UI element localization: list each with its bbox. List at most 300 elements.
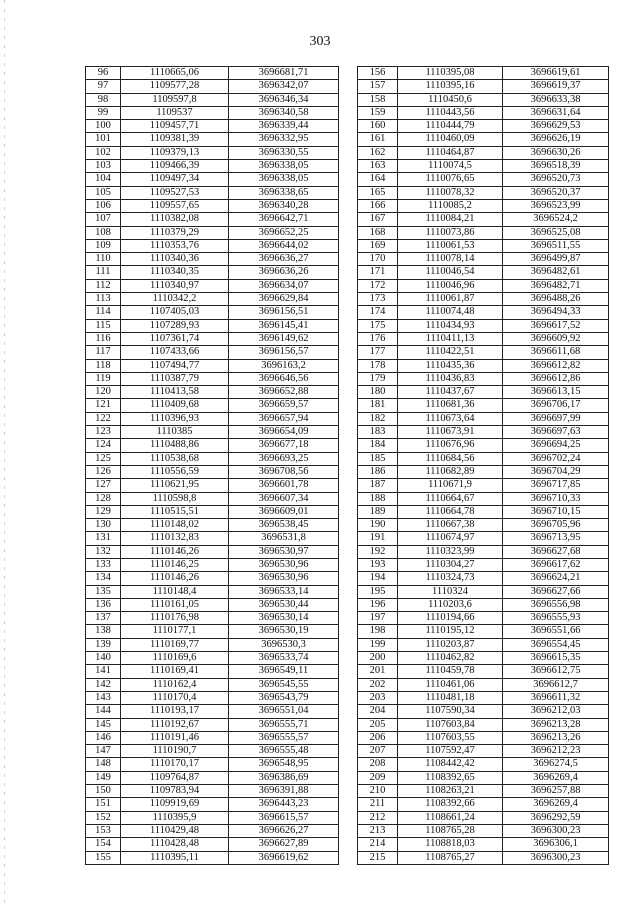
point-number-cell: 112 bbox=[86, 279, 121, 292]
x-coordinate-cell: 1110046,96 bbox=[398, 279, 503, 292]
point-number-cell: 186 bbox=[358, 465, 398, 478]
table-row bbox=[358, 558, 609, 571]
y-coordinate-cell: 3696646,56 bbox=[229, 372, 339, 385]
point-number-cell: 103 bbox=[86, 160, 121, 173]
table-row bbox=[358, 372, 609, 385]
y-coordinate-cell: 3696629,53 bbox=[503, 120, 609, 133]
table-row bbox=[358, 691, 609, 704]
y-coordinate-cell: 3696630,26 bbox=[503, 146, 609, 159]
y-coordinate-cell: 3696530,96 bbox=[229, 572, 339, 585]
point-number-cell: 141 bbox=[86, 665, 121, 678]
point-number-cell: 108 bbox=[86, 226, 121, 239]
point-number-cell: 211 bbox=[358, 798, 398, 811]
y-coordinate-cell: 3696717,85 bbox=[503, 479, 609, 492]
point-number-cell: 146 bbox=[86, 731, 121, 744]
point-number-cell: 209 bbox=[358, 771, 398, 784]
table-row bbox=[358, 532, 609, 545]
x-coordinate-cell: 1110076,65 bbox=[398, 173, 503, 186]
x-coordinate-cell: 1110169,41 bbox=[121, 665, 229, 678]
y-coordinate-cell: 3696554,45 bbox=[503, 638, 609, 651]
y-coordinate-cell: 3696611,68 bbox=[503, 346, 609, 359]
x-coordinate-cell: 1107603,84 bbox=[398, 718, 503, 731]
y-coordinate-cell: 3696654,09 bbox=[229, 426, 339, 439]
x-coordinate-cell: 1108765,27 bbox=[398, 851, 503, 864]
x-coordinate-cell: 1110162,4 bbox=[121, 678, 229, 691]
point-number-cell: 100 bbox=[86, 120, 121, 133]
y-coordinate-cell: 3696524,2 bbox=[503, 213, 609, 226]
y-coordinate-cell: 3696609,01 bbox=[229, 505, 339, 518]
y-coordinate-cell: 3696292,59 bbox=[503, 811, 609, 824]
y-coordinate-cell: 3696212,03 bbox=[503, 705, 609, 718]
y-coordinate-cell: 3696613,15 bbox=[503, 386, 609, 399]
y-coordinate-cell: 3696631,64 bbox=[503, 106, 609, 119]
x-coordinate-cell: 1110515,51 bbox=[121, 505, 229, 518]
table-row bbox=[358, 426, 609, 439]
x-coordinate-cell: 1109764,87 bbox=[121, 771, 229, 784]
table-row bbox=[358, 133, 609, 146]
x-coordinate-cell: 1110170,17 bbox=[121, 758, 229, 771]
x-coordinate-cell: 1110665,06 bbox=[121, 67, 229, 80]
x-coordinate-cell: 1110395,11 bbox=[121, 851, 229, 864]
y-coordinate-cell: 3696145,41 bbox=[229, 319, 339, 332]
point-number-cell: 118 bbox=[86, 359, 121, 372]
y-coordinate-cell: 3696300,23 bbox=[503, 851, 609, 864]
table-row bbox=[86, 346, 339, 359]
point-number-cell: 174 bbox=[358, 306, 398, 319]
x-coordinate-cell: 1110674,97 bbox=[398, 532, 503, 545]
y-coordinate-cell: 3696636,27 bbox=[229, 253, 339, 266]
x-coordinate-cell: 1110684,56 bbox=[398, 452, 503, 465]
x-coordinate-cell: 1110621,95 bbox=[121, 479, 229, 492]
y-coordinate-cell: 3696702,24 bbox=[503, 452, 609, 465]
point-number-cell: 210 bbox=[358, 785, 398, 798]
table-row bbox=[358, 798, 609, 811]
x-coordinate-cell: 1110203,6 bbox=[398, 598, 503, 611]
y-coordinate-cell: 3696530,14 bbox=[229, 612, 339, 625]
point-number-cell: 151 bbox=[86, 798, 121, 811]
point-number-cell: 207 bbox=[358, 745, 398, 758]
x-coordinate-cell: 1110436,83 bbox=[398, 372, 503, 385]
x-coordinate-cell: 1110061,87 bbox=[398, 293, 503, 306]
point-number-cell: 155 bbox=[86, 851, 121, 864]
table-row bbox=[86, 213, 339, 226]
x-coordinate-cell: 1107592,47 bbox=[398, 745, 503, 758]
y-coordinate-cell: 3696338,05 bbox=[229, 160, 339, 173]
table-row bbox=[86, 93, 339, 106]
point-number-cell: 134 bbox=[86, 572, 121, 585]
point-number-cell: 189 bbox=[358, 505, 398, 518]
x-coordinate-cell: 1109466,39 bbox=[121, 160, 229, 173]
x-coordinate-cell: 1110340,35 bbox=[121, 266, 229, 279]
table-row bbox=[358, 505, 609, 518]
table-row bbox=[86, 598, 339, 611]
table-row bbox=[358, 346, 609, 359]
point-number-cell: 195 bbox=[358, 585, 398, 598]
y-coordinate-cell: 3696213,26 bbox=[503, 731, 609, 744]
x-coordinate-cell: 1109783,94 bbox=[121, 785, 229, 798]
table-row bbox=[358, 213, 609, 226]
x-coordinate-cell: 1110304,27 bbox=[398, 558, 503, 571]
table-row bbox=[358, 572, 609, 585]
table-row bbox=[358, 718, 609, 731]
x-coordinate-cell: 1110176,98 bbox=[121, 612, 229, 625]
y-coordinate-cell: 3696549,11 bbox=[229, 665, 339, 678]
y-coordinate-cell: 3696443,23 bbox=[229, 798, 339, 811]
y-coordinate-cell: 3696530,44 bbox=[229, 598, 339, 611]
y-coordinate-cell: 3696704,29 bbox=[503, 465, 609, 478]
x-coordinate-cell: 1110169,77 bbox=[121, 638, 229, 651]
table-row bbox=[86, 572, 339, 585]
coordinates-table-left bbox=[85, 66, 339, 865]
x-coordinate-cell: 1108392,66 bbox=[398, 798, 503, 811]
y-coordinate-cell: 3696533,14 bbox=[229, 585, 339, 598]
table-row bbox=[358, 452, 609, 465]
x-coordinate-cell: 1110413,58 bbox=[121, 386, 229, 399]
x-coordinate-cell: 1110387,79 bbox=[121, 372, 229, 385]
x-coordinate-cell: 1110146,25 bbox=[121, 558, 229, 571]
x-coordinate-cell: 1110193,17 bbox=[121, 705, 229, 718]
x-coordinate-cell: 1109457,71 bbox=[121, 120, 229, 133]
table-row bbox=[358, 678, 609, 691]
y-coordinate-cell: 3696626,27 bbox=[229, 824, 339, 837]
point-number-cell: 123 bbox=[86, 426, 121, 439]
table-row bbox=[358, 253, 609, 266]
point-number-cell: 200 bbox=[358, 652, 398, 665]
table-row bbox=[86, 838, 339, 851]
point-number-cell: 171 bbox=[358, 266, 398, 279]
point-number-cell: 132 bbox=[86, 545, 121, 558]
y-coordinate-cell: 3696551,04 bbox=[229, 705, 339, 718]
x-coordinate-cell: 1110443,56 bbox=[398, 106, 503, 119]
x-coordinate-cell: 1110395,16 bbox=[398, 80, 503, 93]
x-coordinate-cell: 1110598,8 bbox=[121, 492, 229, 505]
table-row bbox=[358, 851, 609, 864]
point-number-cell: 179 bbox=[358, 372, 398, 385]
point-number-cell: 177 bbox=[358, 346, 398, 359]
point-number-cell: 158 bbox=[358, 93, 398, 106]
point-number-cell: 215 bbox=[358, 851, 398, 864]
coordinates-table-right bbox=[357, 66, 609, 865]
table-row bbox=[358, 293, 609, 306]
point-number-cell: 190 bbox=[358, 519, 398, 532]
x-coordinate-cell: 1110161,05 bbox=[121, 598, 229, 611]
x-coordinate-cell: 1110073,86 bbox=[398, 226, 503, 239]
y-coordinate-cell: 3696681,71 bbox=[229, 67, 339, 80]
y-coordinate-cell: 3696551,66 bbox=[503, 625, 609, 638]
x-coordinate-cell: 1110461,06 bbox=[398, 678, 503, 691]
y-coordinate-cell: 3696693,25 bbox=[229, 452, 339, 465]
point-number-cell: 149 bbox=[86, 771, 121, 784]
x-coordinate-cell: 1110146,26 bbox=[121, 572, 229, 585]
point-number-cell: 135 bbox=[86, 585, 121, 598]
x-coordinate-cell: 1110324 bbox=[398, 585, 503, 598]
y-coordinate-cell: 3696330,55 bbox=[229, 146, 339, 159]
point-number-cell: 142 bbox=[86, 678, 121, 691]
point-number-cell: 101 bbox=[86, 133, 121, 146]
x-coordinate-cell: 1110444,79 bbox=[398, 120, 503, 133]
x-coordinate-cell: 1110046,54 bbox=[398, 266, 503, 279]
point-number-cell: 126 bbox=[86, 465, 121, 478]
x-coordinate-cell: 1110667,38 bbox=[398, 519, 503, 532]
x-coordinate-cell: 1110074,48 bbox=[398, 306, 503, 319]
table-row bbox=[86, 399, 339, 412]
y-coordinate-cell: 3696708,56 bbox=[229, 465, 339, 478]
x-coordinate-cell: 1109381,39 bbox=[121, 133, 229, 146]
table-row bbox=[86, 173, 339, 186]
y-coordinate-cell: 3696609,92 bbox=[503, 332, 609, 345]
table-row bbox=[358, 359, 609, 372]
x-coordinate-cell: 1109577,28 bbox=[121, 80, 229, 93]
y-coordinate-cell: 3696269,4 bbox=[503, 771, 609, 784]
point-number-cell: 150 bbox=[86, 785, 121, 798]
x-coordinate-cell: 1110078,32 bbox=[398, 186, 503, 199]
y-coordinate-cell: 3696533,74 bbox=[229, 652, 339, 665]
table-row bbox=[86, 625, 339, 638]
table-row bbox=[86, 439, 339, 452]
point-number-cell: 163 bbox=[358, 160, 398, 173]
table-row bbox=[86, 293, 339, 306]
table-row bbox=[86, 585, 339, 598]
table-row bbox=[358, 226, 609, 239]
point-number-cell: 165 bbox=[358, 186, 398, 199]
point-number-cell: 121 bbox=[86, 399, 121, 412]
x-coordinate-cell: 1108818,03 bbox=[398, 838, 503, 851]
x-coordinate-cell: 1110671,9 bbox=[398, 479, 503, 492]
point-number-cell: 184 bbox=[358, 439, 398, 452]
x-coordinate-cell: 1110074,5 bbox=[398, 160, 503, 173]
x-coordinate-cell: 1110148,4 bbox=[121, 585, 229, 598]
x-coordinate-cell: 1110395,9 bbox=[121, 811, 229, 824]
x-coordinate-cell: 1109537 bbox=[121, 106, 229, 119]
y-coordinate-cell: 3696710,33 bbox=[503, 492, 609, 505]
y-coordinate-cell: 3696642,71 bbox=[229, 213, 339, 226]
point-number-cell: 205 bbox=[358, 718, 398, 731]
x-coordinate-cell: 1107494,77 bbox=[121, 359, 229, 372]
x-coordinate-cell: 1108442,42 bbox=[398, 758, 503, 771]
y-coordinate-cell: 3696391,88 bbox=[229, 785, 339, 798]
y-coordinate-cell: 3696706,17 bbox=[503, 399, 609, 412]
x-coordinate-cell: 1110395,08 bbox=[398, 67, 503, 80]
point-number-cell: 137 bbox=[86, 612, 121, 625]
table-row bbox=[358, 479, 609, 492]
point-number-cell: 156 bbox=[358, 67, 398, 80]
point-number-cell: 182 bbox=[358, 412, 398, 425]
y-coordinate-cell: 3696339,44 bbox=[229, 120, 339, 133]
table-row bbox=[86, 612, 339, 625]
point-number-cell: 116 bbox=[86, 332, 121, 345]
table-row bbox=[86, 532, 339, 545]
point-number-cell: 194 bbox=[358, 572, 398, 585]
point-number-cell: 157 bbox=[358, 80, 398, 93]
table-row bbox=[86, 80, 339, 93]
y-coordinate-cell: 3696617,52 bbox=[503, 319, 609, 332]
x-coordinate-cell: 1110385 bbox=[121, 426, 229, 439]
table-row bbox=[86, 372, 339, 385]
y-coordinate-cell: 3696257,88 bbox=[503, 785, 609, 798]
point-number-cell: 139 bbox=[86, 638, 121, 651]
table-row bbox=[358, 612, 609, 625]
point-number-cell: 138 bbox=[86, 625, 121, 638]
y-coordinate-cell: 3696657,94 bbox=[229, 412, 339, 425]
y-coordinate-cell: 3696488,26 bbox=[503, 293, 609, 306]
table-row bbox=[86, 146, 339, 159]
y-coordinate-cell: 3696555,71 bbox=[229, 718, 339, 731]
x-coordinate-cell: 1110379,29 bbox=[121, 226, 229, 239]
point-number-cell: 127 bbox=[86, 479, 121, 492]
table-row bbox=[358, 492, 609, 505]
table-row bbox=[86, 718, 339, 731]
point-number-cell: 178 bbox=[358, 359, 398, 372]
point-number-cell: 154 bbox=[86, 838, 121, 851]
x-coordinate-cell: 1110353,76 bbox=[121, 239, 229, 252]
point-number-cell: 111 bbox=[86, 266, 121, 279]
table-row bbox=[86, 705, 339, 718]
point-number-cell: 170 bbox=[358, 253, 398, 266]
x-coordinate-cell: 1110190,7 bbox=[121, 745, 229, 758]
point-number-cell: 204 bbox=[358, 705, 398, 718]
y-coordinate-cell: 3696659,57 bbox=[229, 399, 339, 412]
x-coordinate-cell: 1110460,09 bbox=[398, 133, 503, 146]
point-number-cell: 153 bbox=[86, 824, 121, 837]
point-number-cell: 98 bbox=[86, 93, 121, 106]
point-number-cell: 176 bbox=[358, 332, 398, 345]
table-row bbox=[358, 638, 609, 651]
point-number-cell: 120 bbox=[86, 386, 121, 399]
table-row bbox=[86, 319, 339, 332]
point-number-cell: 160 bbox=[358, 120, 398, 133]
table-row bbox=[358, 705, 609, 718]
y-coordinate-cell: 3696634,07 bbox=[229, 279, 339, 292]
x-coordinate-cell: 1110078,14 bbox=[398, 253, 503, 266]
point-number-cell: 187 bbox=[358, 479, 398, 492]
y-coordinate-cell: 3696627,66 bbox=[503, 585, 609, 598]
x-coordinate-cell: 1110148,02 bbox=[121, 519, 229, 532]
x-coordinate-cell: 1110192,67 bbox=[121, 718, 229, 731]
y-coordinate-cell: 3696644,02 bbox=[229, 239, 339, 252]
table-row bbox=[86, 479, 339, 492]
y-coordinate-cell: 3696269,4 bbox=[503, 798, 609, 811]
table-row bbox=[86, 771, 339, 784]
y-coordinate-cell: 3696556,98 bbox=[503, 598, 609, 611]
x-coordinate-cell: 1110488,86 bbox=[121, 439, 229, 452]
table-row bbox=[358, 519, 609, 532]
y-coordinate-cell: 3696300,23 bbox=[503, 824, 609, 837]
x-coordinate-cell: 1108765,28 bbox=[398, 824, 503, 837]
table-row bbox=[358, 399, 609, 412]
x-coordinate-cell: 1107603,55 bbox=[398, 731, 503, 744]
point-number-cell: 130 bbox=[86, 519, 121, 532]
x-coordinate-cell: 1110673,64 bbox=[398, 412, 503, 425]
point-number-cell: 136 bbox=[86, 598, 121, 611]
y-coordinate-cell: 3696652,25 bbox=[229, 226, 339, 239]
x-coordinate-cell: 1110324,73 bbox=[398, 572, 503, 585]
y-coordinate-cell: 3696212,23 bbox=[503, 745, 609, 758]
table-row bbox=[86, 253, 339, 266]
point-number-cell: 199 bbox=[358, 638, 398, 651]
table-row bbox=[86, 332, 339, 345]
point-number-cell: 203 bbox=[358, 691, 398, 704]
y-coordinate-cell: 3696340,58 bbox=[229, 106, 339, 119]
point-number-cell: 180 bbox=[358, 386, 398, 399]
x-coordinate-cell: 1110676,96 bbox=[398, 439, 503, 452]
x-coordinate-cell: 1110429,48 bbox=[121, 824, 229, 837]
x-coordinate-cell: 1109527,53 bbox=[121, 186, 229, 199]
table-row bbox=[358, 279, 609, 292]
table-row bbox=[358, 120, 609, 133]
table-row bbox=[86, 199, 339, 212]
table-row bbox=[86, 824, 339, 837]
y-coordinate-cell: 3696694,25 bbox=[503, 439, 609, 452]
y-coordinate-cell: 3696531,8 bbox=[229, 532, 339, 545]
x-coordinate-cell: 1110664,67 bbox=[398, 492, 503, 505]
x-coordinate-cell: 1110450,6 bbox=[398, 93, 503, 106]
table-row bbox=[86, 239, 339, 252]
x-coordinate-cell: 1110481,18 bbox=[398, 691, 503, 704]
x-coordinate-cell: 1110195,12 bbox=[398, 625, 503, 638]
point-number-cell: 113 bbox=[86, 293, 121, 306]
x-coordinate-cell: 1110191,46 bbox=[121, 731, 229, 744]
table-row bbox=[86, 665, 339, 678]
point-number-cell: 140 bbox=[86, 652, 121, 665]
y-coordinate-cell: 3696163,2 bbox=[229, 359, 339, 372]
point-number-cell: 145 bbox=[86, 718, 121, 731]
coordinates-table-body bbox=[358, 67, 609, 865]
y-coordinate-cell: 3696274,5 bbox=[503, 758, 609, 771]
table-row bbox=[86, 545, 339, 558]
point-number-cell: 122 bbox=[86, 412, 121, 425]
y-coordinate-cell: 3696612,75 bbox=[503, 665, 609, 678]
point-number-cell: 128 bbox=[86, 492, 121, 505]
y-coordinate-cell: 3696499,87 bbox=[503, 253, 609, 266]
x-coordinate-cell: 1110411,13 bbox=[398, 332, 503, 345]
y-coordinate-cell: 3696340,28 bbox=[229, 199, 339, 212]
y-coordinate-cell: 3696633,38 bbox=[503, 93, 609, 106]
table-row bbox=[86, 519, 339, 532]
point-number-cell: 131 bbox=[86, 532, 121, 545]
y-coordinate-cell: 3696332,95 bbox=[229, 133, 339, 146]
x-coordinate-cell: 1109379,13 bbox=[121, 146, 229, 159]
y-coordinate-cell: 3696482,71 bbox=[503, 279, 609, 292]
y-coordinate-cell: 3696652,88 bbox=[229, 386, 339, 399]
table-row bbox=[358, 758, 609, 771]
table-row bbox=[358, 199, 609, 212]
y-coordinate-cell: 3696697,63 bbox=[503, 426, 609, 439]
y-coordinate-cell: 3696612,7 bbox=[503, 678, 609, 691]
table-row bbox=[358, 186, 609, 199]
x-coordinate-cell: 1110132,83 bbox=[121, 532, 229, 545]
point-number-cell: 167 bbox=[358, 213, 398, 226]
y-coordinate-cell: 3696555,48 bbox=[229, 745, 339, 758]
table-row bbox=[358, 266, 609, 279]
x-coordinate-cell: 1110170,4 bbox=[121, 691, 229, 704]
table-row bbox=[358, 771, 609, 784]
table-row bbox=[358, 745, 609, 758]
table-row bbox=[86, 745, 339, 758]
y-coordinate-cell: 3696555,93 bbox=[503, 612, 609, 625]
x-coordinate-cell: 1108263,21 bbox=[398, 785, 503, 798]
table-row bbox=[358, 146, 609, 159]
table-row bbox=[86, 652, 339, 665]
y-coordinate-cell: 3696523,99 bbox=[503, 199, 609, 212]
point-number-cell: 104 bbox=[86, 173, 121, 186]
y-coordinate-cell: 3696338,05 bbox=[229, 173, 339, 186]
point-number-cell: 188 bbox=[358, 492, 398, 505]
y-coordinate-cell: 3696520,37 bbox=[503, 186, 609, 199]
x-coordinate-cell: 1109597,8 bbox=[121, 93, 229, 106]
y-coordinate-cell: 3696697,99 bbox=[503, 412, 609, 425]
table-row bbox=[86, 186, 339, 199]
coordinates-table-body bbox=[86, 67, 339, 865]
